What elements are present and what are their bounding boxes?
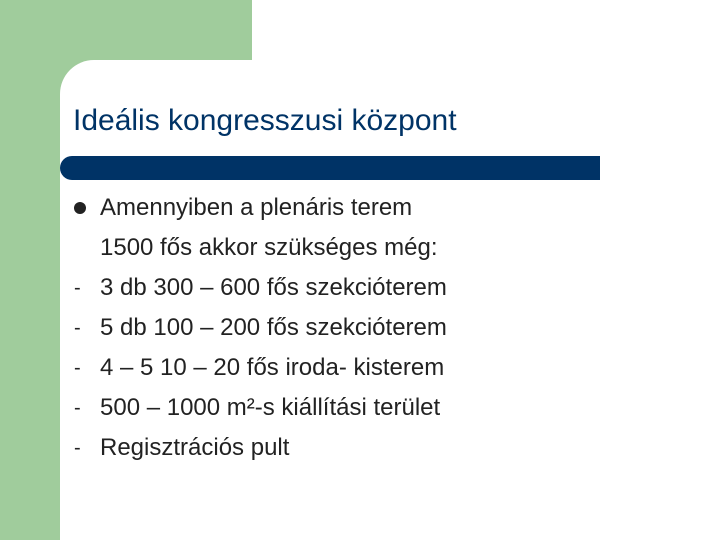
sub-item-2: 5 db 100 – 200 fős szekcióterem	[100, 314, 447, 341]
bullet-dot	[74, 202, 86, 214]
bullet-line-1: Amennyiben a plenáris terem	[100, 194, 413, 221]
sub-item-3: 4 – 5 10 – 20 fős iroda- kisterem	[100, 354, 445, 381]
sub-item-4: 500 – 1000 m²-s kiállítási terület	[100, 394, 441, 421]
bullet-line-2: 1500 fős akkor szükséges még:	[100, 234, 438, 261]
sub-item-marker: -	[74, 277, 81, 299]
title-underline-bar	[60, 156, 600, 180]
sub-item-marker: -	[74, 437, 81, 459]
slide-title: Ideális kongresszusi központ	[73, 104, 457, 137]
sub-item-marker: -	[74, 397, 81, 419]
sub-item-5: Regisztrációs pult	[100, 434, 290, 461]
sub-item-marker: -	[74, 357, 81, 379]
sub-item-1: 3 db 300 – 600 fős szekcióterem	[100, 274, 447, 301]
sub-item-marker: -	[74, 317, 81, 339]
